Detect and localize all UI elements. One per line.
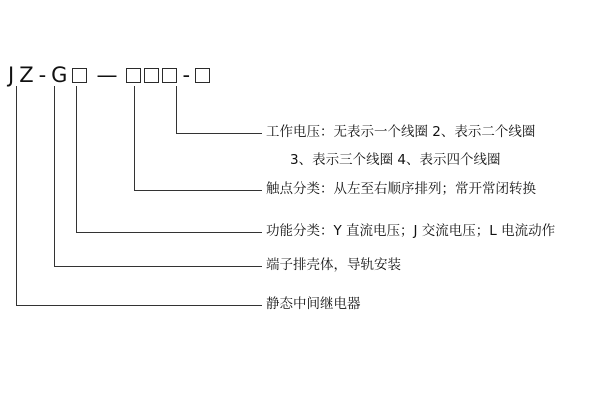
leader-line-relay-horizontal [16,305,262,306]
code-box-contact-2 [144,68,159,83]
code-box-contact-1 [126,68,141,83]
annotation-static-relay: 静态中间继电器 [266,296,361,312]
code-letter-g: G [51,62,68,87]
annotation-terminal-housing: 端子排壳体，导轨安装 [266,257,401,273]
code-box-contact-3 [162,68,177,83]
code-dash-1: - [38,62,47,87]
leader-line-terminal-horizontal [54,266,262,267]
code-dash-2: — [96,62,118,87]
code-letter-j: J [8,62,15,87]
leader-line-contact-horizontal [134,190,262,191]
leader-line-function-horizontal [76,232,262,233]
annotation-working-voltage-line1: 工作电压：无表示一个线圈 2、表示二个线圈 [266,124,536,140]
annotation-function-classification: 功能分类：Y 直流电压；J 交流电压；L 电流动作 [266,223,556,239]
code-letter-z: Z [19,62,34,87]
model-code [8,60,210,90]
leader-line-contact-vertical [134,86,135,190]
leader-line-relay-vertical [16,86,17,305]
leader-line-function-vertical [76,86,77,232]
leader-line-working-voltage-vertical [176,86,177,133]
leader-line-terminal-vertical [54,86,55,266]
annotation-working-voltage-line2: 3、表示三个线圈 4、表示四个线圈 [290,152,501,168]
annotation-contact-classification: 触点分类：从左至右顺序排列；常开常闭转换 [266,181,536,197]
leader-line-working-voltage-horizontal [176,133,262,134]
code-box-function [72,68,87,83]
code-box-voltage [195,68,210,83]
code-dash-3: - [182,62,191,87]
